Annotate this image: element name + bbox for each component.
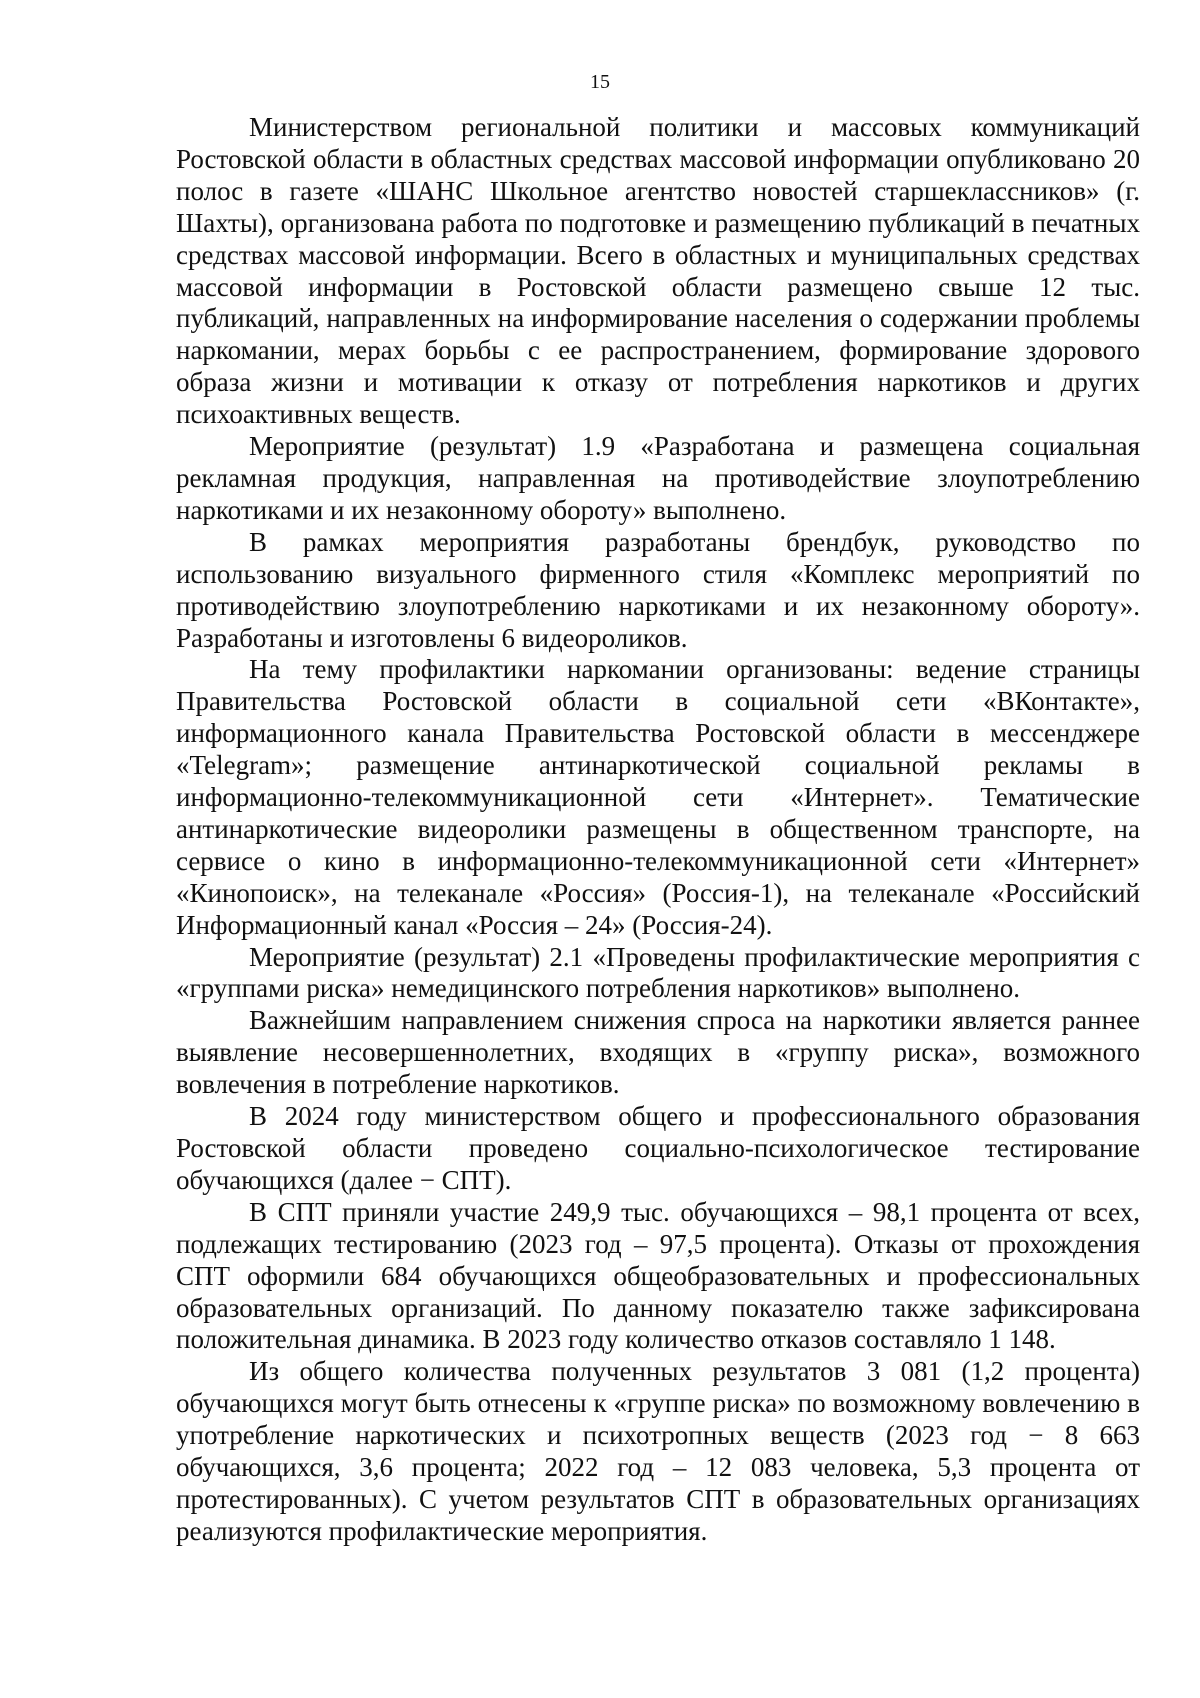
paragraph-spt-results: Из общего количества полученных результатов 3 081 (1,2 процента) обучающихся могут быть отнесены к «группе риска» по возможному вовлечению в употребление наркотических и психотропных веществ (2023 год − 8 663 обучающихся, 3,6 процента; 2022 год – 12 083 человека, 5,3 процента от протестированных). С учетом результатов СПТ в образовательных организациях реализуются профилактические мероприятия. xyxy=(176,1356,1140,1546)
paragraph-media-publications: Министерством региональной политики и массовых коммуникаций Ростовской области в областных средствах массовой информации опубликовано 20 полос в газете «ШАНС Школьное агентство новостей старшеклассников» (г. Шахты), организована работа по подготовке и размещению публикаций в печатных средствах массовой информации. Всего в областных и муниципальных средствах массовой информации в Ростовской области размещено свыше 12 тыс. публикаций, направленных на информирование населения о содержании проблемы наркомании, мерах борьбы с ее распространением, формирование здорового образа жизни и мотивации к отказу от потребления наркотиков и других психоактивных веществ. xyxy=(176,112,1140,430)
page-number: 15 xyxy=(590,71,610,93)
paragraph-measure-2-1: Мероприятие (результат) 2.1 «Проведены профилактические мероприятия с «группами риска» немедицинского потребления наркотиков» выполнено. xyxy=(176,941,1140,1004)
paragraph-measure-1-9: Мероприятие (результат) 1.9 «Разработана и размещена социальная рекламная продукция, направленная на противодействие злоупотреблению наркотиками и их незаконному обороту» выполнено. xyxy=(176,431,1140,525)
paragraph-social-advertising: На тему профилактики наркомании организованы: ведение страницы Правительства Ростовской области в социальной сети «ВКонтакте», информационного канала Правительства Ростовской области в мессенджере «Telegram»; размещение антинаркотической социальной рекламы в информационно-телекоммуникационной сети «Интернет». Тематические антинаркотические видеоролики размещены в общественном транспорте, на сервисе о кино в информационно-телекоммуникационной сети «Интернет» «Кинопоиск», на телеканале «Россия» (Россия-1), на телеканале «Российский Информационный канал «Россия – 24» (Россия-24). xyxy=(176,654,1140,940)
paragraph-spt-participation: В СПТ приняли участие 249,9 тыс. обучающихся – 98,1 процента от всех, подлежащих тестированию (2023 год – 97,5 процента). Отказы от прохождения СПТ оформили 684 обучающихся общеобразовательных и профессиональных образовательных организаций. По данному показателю также зафиксирована положительная динамика. В 2023 году количество отказов составляло 1 148. xyxy=(176,1196,1140,1355)
paragraph-risk-group-detection: Важнейшим направлением снижения спроса на наркотики является раннее выявление несовершеннолетних, входящих в «группу риска», возможного вовлечения в потребление наркотиков. xyxy=(176,1005,1140,1100)
paragraph-spt-2024: В 2024 году министерством общего и профессионального образования Ростовской области проведено социально-психологическое тестирование обучающихся (далее − СПТ). xyxy=(176,1101,1140,1195)
paragraph-brandbook: В рамках мероприятия разработаны брендбук, руководство по использованию визуального фирменного стиля «Комплекс мероприятий по противодействию злоупотреблению наркотиками и их незаконному обороту». Разработаны и изготовлены 6 видеороликов. xyxy=(176,526,1140,653)
document-body xyxy=(176,112,1140,1548)
